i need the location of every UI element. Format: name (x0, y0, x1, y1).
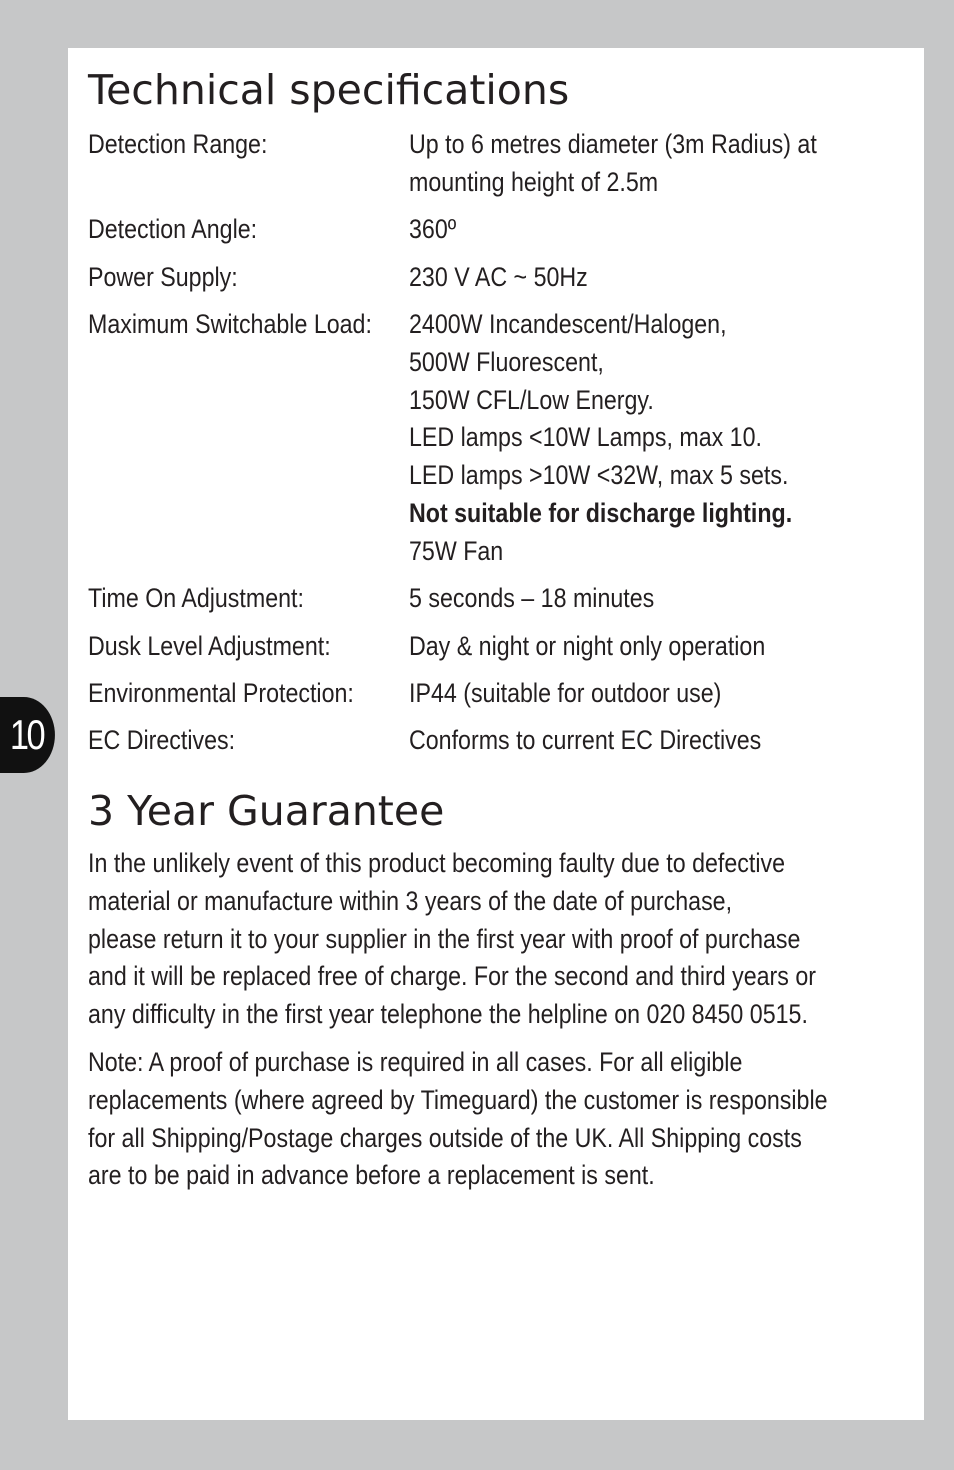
spec-row-detection-range (88, 126, 908, 202)
guarantee-line: material or manufacture within 3 years of the date of purchase, (88, 885, 733, 916)
spec-value-line: IP44 (suitable for outdoor use) (409, 677, 722, 708)
guarantee-line: and it will be replaced free of charge. For the second and third years or (88, 961, 816, 992)
guarantee-line: any difficulty in the first year telephone the helpline on 020 8450 0515. (88, 999, 808, 1030)
spec-value (409, 126, 908, 202)
spec-value-line: 500W Fluorescent, (409, 346, 604, 377)
spec-value (409, 580, 908, 618)
spec-value (409, 722, 908, 760)
spec-value-line: 5 seconds – 18 minutes (409, 583, 655, 614)
spec-value-line: 150W CFL/Low Energy. (409, 384, 654, 415)
discharge-lighting-warning: Not suitable for discharge lighting. (409, 497, 793, 528)
note-line: for all Shipping/Postage charges outside of the UK. All Shipping costs (88, 1122, 802, 1153)
guarantee-paragraph (88, 845, 918, 1034)
spec-value-line: mounting height of 2.5m (409, 166, 659, 197)
spec-value-line: Day & night or night only operation (409, 630, 766, 661)
spec-row-environmental (88, 675, 908, 713)
spec-label: Detection Angle: (88, 214, 258, 245)
spec-value-line: 2400W Incandescent/Halogen, (409, 308, 727, 339)
note-line: replacements (where agreed by Timeguard) the customer is responsible (88, 1084, 828, 1115)
spec-label: Dusk Level Adjustment: (88, 630, 331, 661)
spec-row-dusk-level (88, 628, 908, 666)
spec-label: Time On Adjustment: (88, 583, 304, 614)
spec-row-power-supply (88, 259, 908, 297)
spec-value (409, 259, 908, 297)
spec-value (409, 675, 908, 713)
guarantee-heading: 3 Year Guarantee (88, 787, 445, 835)
note-line: Note: A proof of purchase is required in all cases. For all eligible (88, 1046, 743, 1077)
page-number-tab (0, 697, 55, 773)
guarantee-line: In the unlikely event of this product becoming faulty due to defective (88, 848, 786, 878)
page-number: 10 (9, 711, 44, 758)
note-paragraph (88, 1044, 918, 1195)
guarantee-text (88, 845, 918, 1205)
specifications-heading: Technical specifications (88, 66, 570, 114)
spec-row-time-on (88, 580, 908, 618)
spec-value-line: LED lamps <10W Lamps, max 10. (409, 422, 762, 453)
spec-value (409, 628, 908, 666)
spec-value-line: 360º (409, 214, 457, 245)
spec-label: Environmental Protection: (88, 677, 354, 708)
spec-value-line: 230 V AC ~ 50Hz (409, 261, 588, 292)
spec-label: Detection Range: (88, 129, 268, 159)
note-line: are to be paid in advance before a replacement is sent. (88, 1160, 655, 1191)
spec-label: EC Directives: (88, 725, 236, 756)
spec-value (409, 211, 908, 249)
spec-row-detection-angle (88, 211, 908, 249)
spec-value-line: LED lamps >10W <32W, max 5 sets. (409, 460, 789, 491)
spec-label: Maximum Switchable Load: (88, 308, 372, 339)
specifications-table (88, 126, 908, 770)
spec-value-line: Conforms to current EC Directives (409, 725, 762, 756)
spec-value (409, 306, 908, 571)
spec-value-line: Up to 6 metres diameter (3m Radius) at (409, 129, 817, 159)
spec-row-maximum-load (88, 306, 908, 571)
spec-row-ec-directives (88, 722, 908, 760)
spec-value-line: 75W Fan (409, 535, 504, 566)
spec-label: Power Supply: (88, 261, 238, 292)
guarantee-line: please return it to your supplier in the first year with proof of purchase (88, 923, 801, 954)
